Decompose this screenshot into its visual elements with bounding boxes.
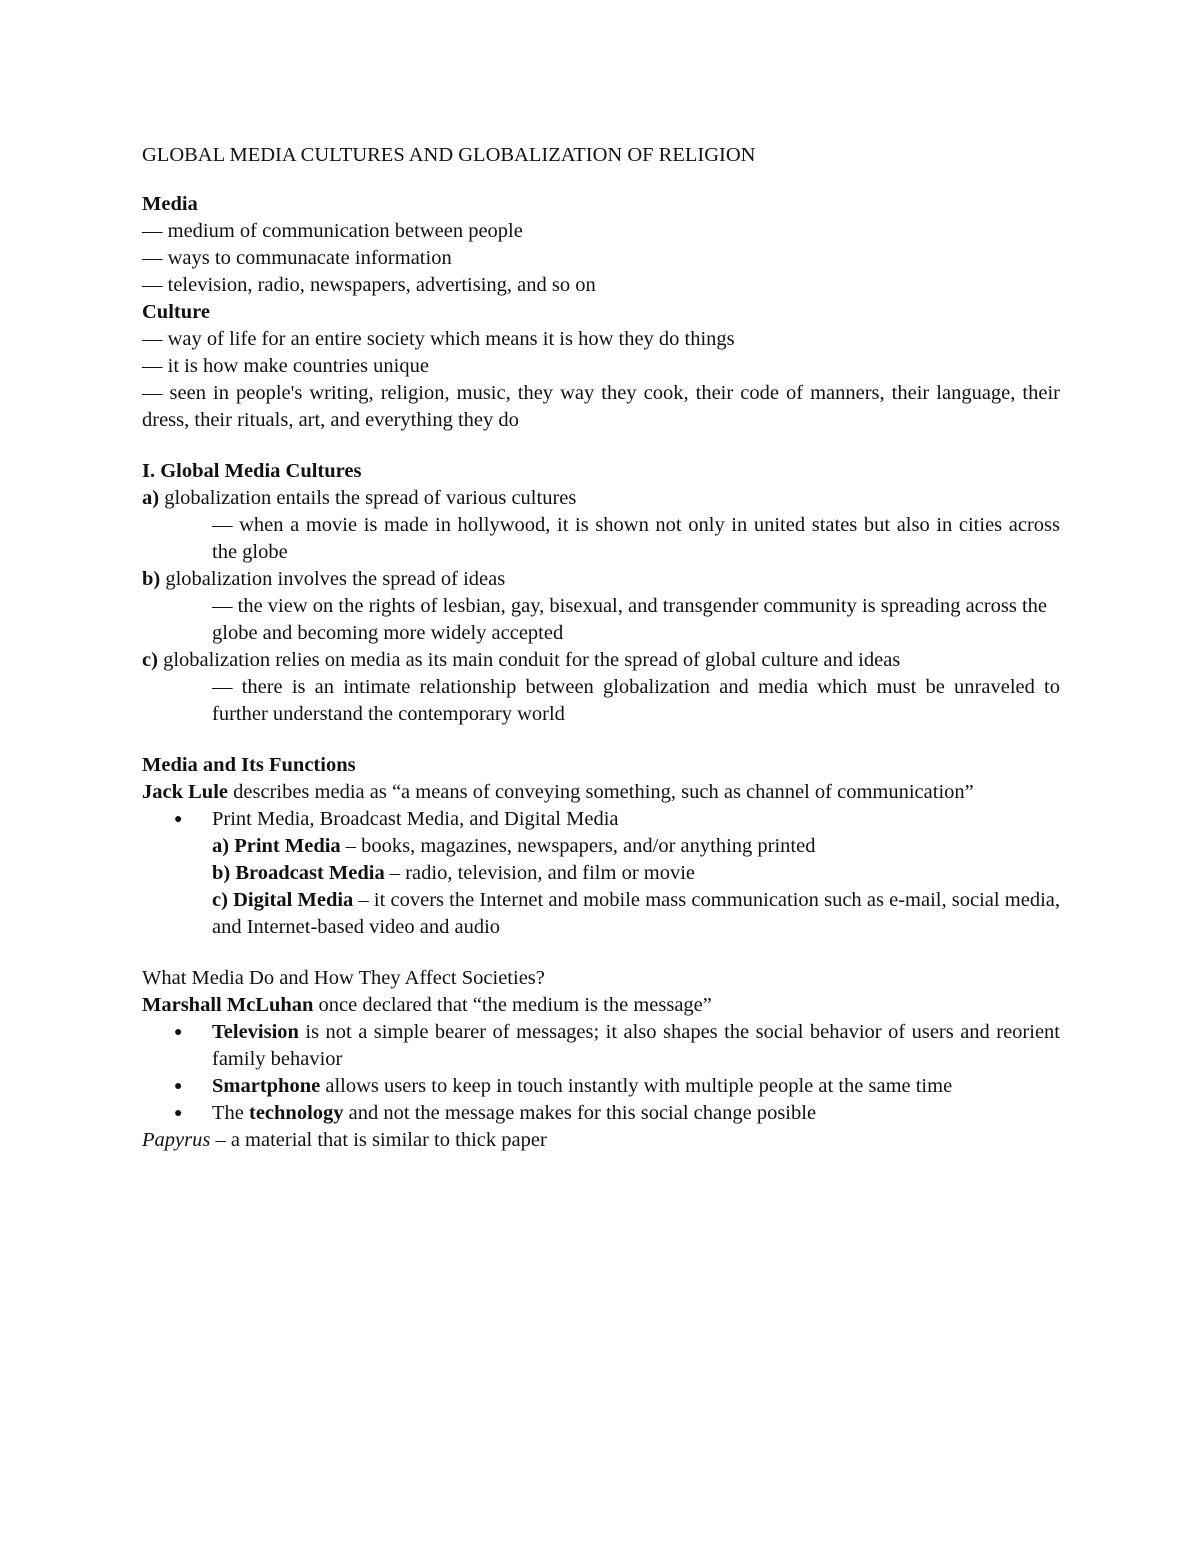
- media-type: [212, 860, 1060, 887]
- quote-text: once declared that “the medium is the message”: [313, 994, 712, 1016]
- media-type-text: – radio, television, and film or movie: [384, 862, 696, 884]
- item-detail: — when a movie is made in hollywood, it is shown not only in united states but also in cities across the globe: [212, 514, 1060, 563]
- quote-text: describes media as “a means of conveying something, such as channel of communication”: [228, 781, 974, 803]
- list-item: [174, 806, 1060, 941]
- media-types-list: [142, 806, 1060, 941]
- media-heading: Media: [142, 193, 198, 215]
- functions-heading: Media and Its Functions: [142, 754, 356, 776]
- bullet-icon: ●: [174, 1079, 183, 1094]
- culture-heading: Culture: [142, 301, 210, 323]
- document-title: GLOBAL MEDIA CULTURES AND GLOBALIZATION OF RELIGION: [142, 144, 756, 166]
- culture-line: — way of life for an entire society which means it is how they do things: [142, 328, 735, 350]
- spacer: [142, 169, 1060, 191]
- bullet-icon: ●: [174, 812, 183, 827]
- media-line: — ways to communacate information: [142, 247, 452, 269]
- item-text: globalization entails the spread of various cultures: [159, 487, 577, 509]
- spacer: [142, 434, 1060, 458]
- media-type-label: b) Broadcast Media: [212, 862, 385, 884]
- affect-heading: What Media Do and How They Affect Societies?: [142, 967, 545, 989]
- functions-quote: [142, 779, 1060, 806]
- list-item-bold: technology: [249, 1102, 344, 1124]
- list-item-post: and not the message makes for this social change posible: [343, 1102, 817, 1124]
- list-item-bold: Television: [212, 1021, 299, 1043]
- culture-line: — seen in people's writing, religion, music, they way they cook, their code of manners, their language, their dress, their rituals, art, and everything they do: [142, 382, 1060, 431]
- item-marker: a): [142, 487, 160, 509]
- list-item: [174, 1073, 1060, 1100]
- media-line: — medium of communication between people: [142, 220, 523, 242]
- author-name: Jack Lule: [142, 781, 228, 803]
- media-type-label: c) Digital Media: [212, 889, 354, 911]
- spacer: [142, 941, 1060, 965]
- author-name: Marshall McLuhan: [142, 994, 314, 1016]
- media-type-text: – books, magazines, newspapers, and/or anything printed: [340, 835, 816, 857]
- media-line: — television, radio, newspapers, advertising, and so on: [142, 274, 596, 296]
- list-item-bold: Smartphone: [212, 1075, 321, 1097]
- papyrus-definition: [142, 1127, 1060, 1154]
- list-item-post: allows users to keep in touch instantly with multiple people at the same time: [320, 1075, 953, 1097]
- affect-quote: [142, 992, 1060, 1019]
- media-type-text: – it covers the Internet and mobile mass communication such as e-mail, social media, and Internet-based video and audio: [212, 889, 1060, 938]
- papyrus-term: Papyrus: [142, 1129, 211, 1151]
- item-marker: c): [142, 649, 158, 671]
- culture-line: — it is how make countries unique: [142, 355, 429, 377]
- papyrus-def: – a material that is similar to thick paper: [210, 1129, 547, 1151]
- item-detail: — the view on the rights of lesbian, gay, bisexual, and transgender community is spreading across the globe and becoming more widely accepted: [212, 595, 1047, 644]
- section-heading-global-media-cultures: I. Global Media Cultures: [142, 460, 362, 482]
- list-item-post: is not a simple bearer of messages; it also shapes the social behavior of users and reorient family behavior: [212, 1021, 1060, 1070]
- list-item: [174, 1019, 1060, 1073]
- section-item: [142, 485, 1060, 512]
- list-item: [174, 1100, 1060, 1127]
- item-text: globalization relies on media as its main conduit for the spread of global culture and ideas: [157, 649, 901, 671]
- bullet-icon: ●: [174, 1106, 183, 1121]
- media-type: [212, 887, 1060, 941]
- bullet-icon: ●: [174, 1025, 183, 1040]
- list-item-pre: The: [212, 1102, 249, 1124]
- list-item-text: Print Media, Broadcast Media, and Digital Media: [212, 808, 619, 830]
- affect-list: [142, 1019, 1060, 1127]
- item-marker: b): [142, 568, 161, 590]
- media-type-label: a) Print Media: [212, 835, 341, 857]
- media-type: [212, 833, 1060, 860]
- section-item: [142, 566, 1060, 593]
- spacer: [142, 728, 1060, 752]
- document-page: [142, 142, 1060, 1154]
- item-text: globalization involves the spread of ideas: [160, 568, 506, 590]
- section-item: [142, 647, 1060, 674]
- item-detail: — there is an intimate relationship between globalization and media which must be unraveled to further understand the contemporary world: [212, 676, 1060, 725]
